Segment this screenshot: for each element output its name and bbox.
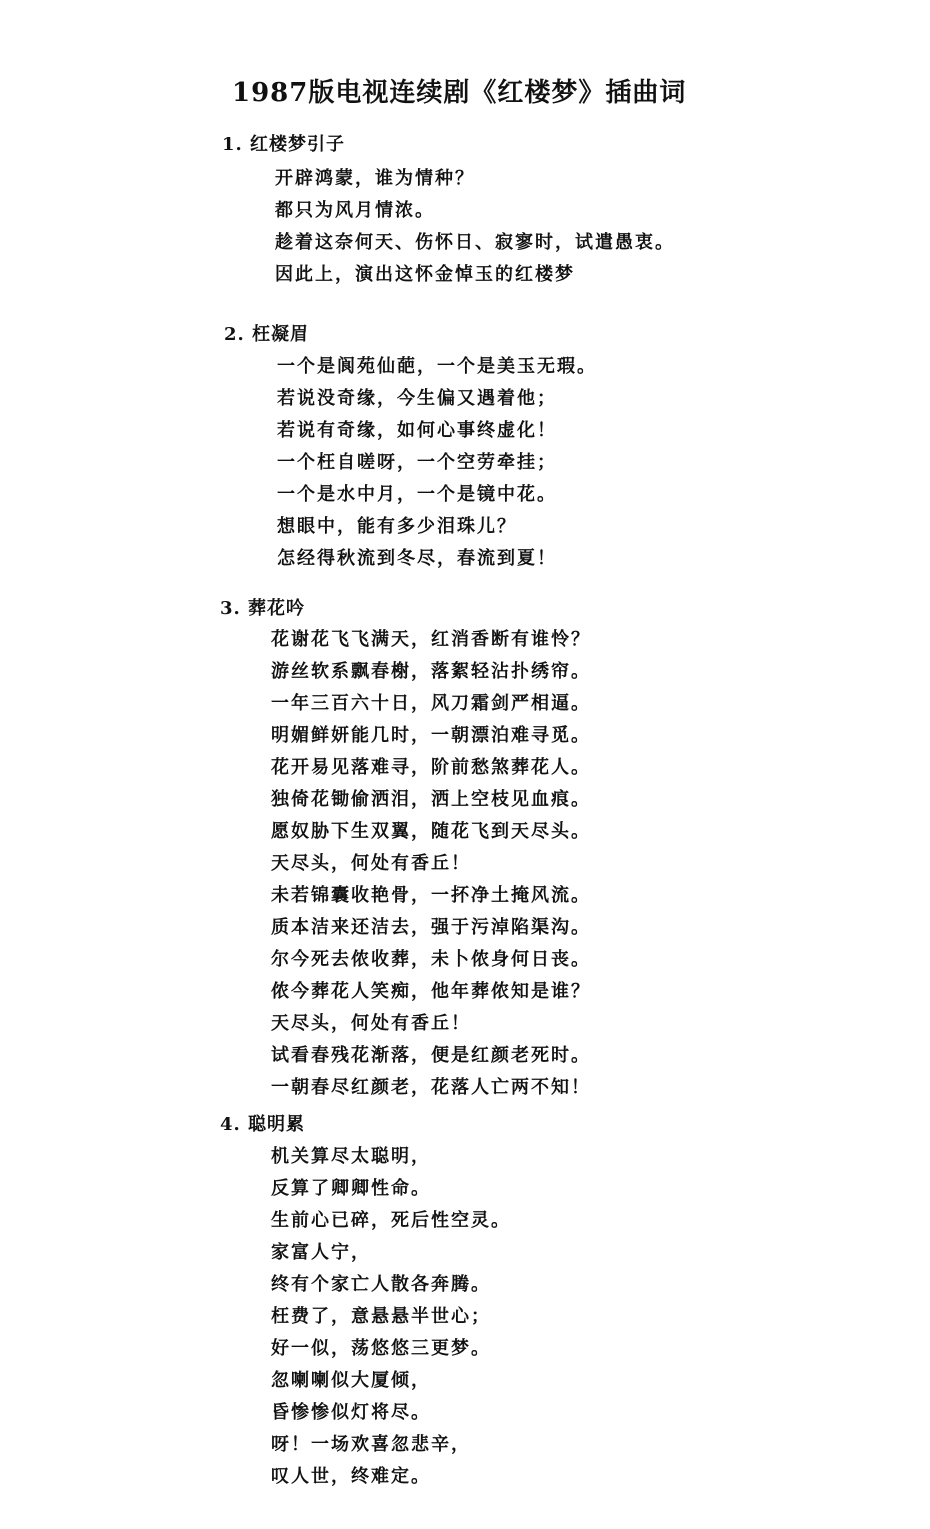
lyric-line: 忽喇喇似大厦倾， (271, 1370, 431, 1391)
section-heading: 2. 枉凝眉 (224, 324, 310, 345)
lyric-line: 质本洁来还洁去，强于污淖陷渠沟。 (271, 917, 591, 938)
section-hongloumeng-yinzi (222, 131, 675, 291)
lyric-line: 尔今死去侬收葬，未卜侬身何日丧。 (271, 949, 591, 970)
lyric-line: 怎经得秋流到冬尽，春流到夏！ (277, 548, 557, 569)
lyric-line: 天尽头，何处有香丘！ (271, 1013, 471, 1034)
lyric-line: 愿奴胁下生双翼，随花飞到天尽头。 (271, 821, 591, 842)
lyric-line: 枉费了，意悬悬半世心； (271, 1306, 491, 1327)
lyric-line: 趁着这奈何天、伤怀日、寂寥时，试遣愚衷。 (275, 232, 675, 253)
lyric-line: 机关算尽太聪明， (271, 1146, 431, 1167)
lyric-line: 一年三百六十日，风刀霜剑严相逼。 (271, 693, 591, 714)
lyric-line: 家富人宁， (271, 1242, 371, 1263)
lyric-line: 天尽头，何处有香丘！ (271, 853, 471, 874)
lyric-line: 若说没奇缘，今生偏又遇着他； (277, 388, 557, 409)
lyric-line: 都只为风月情浓。 (275, 200, 435, 221)
lyric-line: 一个是阆苑仙葩，一个是美玉无瑕。 (277, 356, 597, 377)
section-zanghuayin (220, 595, 591, 1104)
lyric-line: 未若锦囊收艳骨，一抔净土掩风流。 (271, 885, 591, 906)
lyric-line: 生前心已碎，死后性空灵。 (271, 1210, 511, 1231)
section-heading: 1. 红楼梦引子 (222, 134, 346, 155)
document-title: 1987版电视连续剧《红楼梦》插曲词 (232, 78, 687, 108)
lyric-line: 好一似，荡悠悠三更梦。 (271, 1338, 491, 1359)
lyric-line: 呀！一场欢喜忽悲辛， (271, 1434, 471, 1455)
lyric-line: 叹人世，终难定。 (271, 1466, 431, 1487)
lyric-line: 独倚花锄偷洒泪，洒上空枝见血痕。 (271, 789, 591, 810)
section-congminglei (220, 1111, 511, 1493)
section-wangningmei (224, 321, 597, 575)
lyric-line: 明媚鲜妍能几时，一朝漂泊难寻觅。 (271, 725, 591, 746)
lyric-lines (275, 163, 675, 291)
lyric-line: 花谢花飞飞满天，红消香断有谁怜？ (271, 629, 591, 650)
lyric-line: 试看春残花渐落，便是红颜老死时。 (271, 1045, 591, 1066)
lyric-line: 花开易见落难寻，阶前愁煞葬花人。 (271, 757, 591, 778)
lyric-line: 一个是水中月，一个是镜中花。 (277, 484, 557, 505)
section-heading: 3. 葬花吟 (220, 598, 306, 619)
section-heading: 4. 聪明累 (220, 1114, 306, 1135)
lyric-line: 昏惨惨似灯将尽。 (271, 1402, 431, 1423)
lyric-line: 反算了卿卿性命。 (271, 1178, 431, 1199)
lyric-line: 游丝软系飘春榭，落絮轻沾扑绣帘。 (271, 661, 591, 682)
lyric-line: 一朝春尽红颜老，花落人亡两不知！ (271, 1077, 591, 1098)
lyric-lines (277, 351, 597, 575)
lyric-line: 因此上，演出这怀金悼玉的红楼梦 (275, 264, 575, 285)
lyric-line: 一个枉自嗟呀，一个空劳牵挂； (277, 452, 557, 473)
lyric-lines (271, 624, 591, 1104)
lyric-line: 若说有奇缘，如何心事终虚化！ (277, 420, 557, 441)
lyric-line: 侬今葬花人笑痴，他年葬侬知是谁？ (271, 981, 591, 1002)
lyric-line: 想眼中，能有多少泪珠儿？ (277, 516, 517, 537)
lyric-line: 开辟鸿蒙，谁为情种？ (275, 168, 475, 189)
lyric-lines (271, 1141, 511, 1493)
lyric-line: 终有个家亡人散各奔腾。 (271, 1274, 491, 1295)
